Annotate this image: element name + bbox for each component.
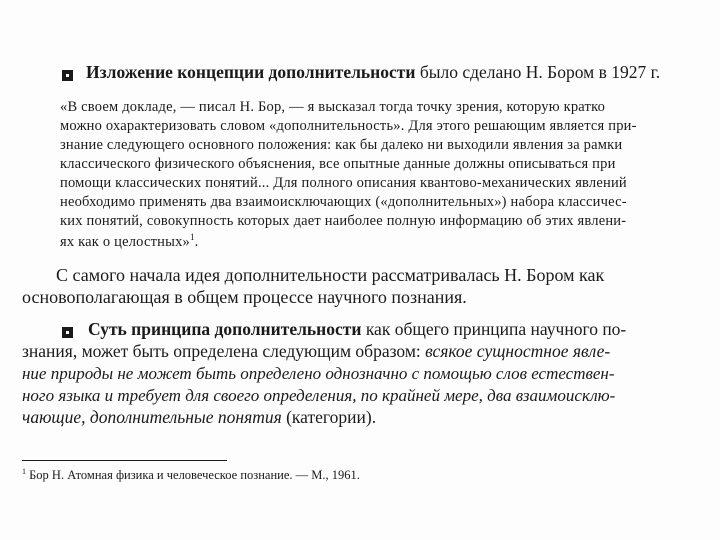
footnote [22,468,360,482]
section1-heading-rest: было сделано Н. Бором в 1927 г. [415,62,661,82]
footnote-mark: 1 [22,467,26,476]
section3-line5 [22,409,376,427]
section1-heading-bold: Изложение концепции дополнительности [86,62,416,82]
footnote-ref: 1 [189,232,195,242]
quote-line: можно охарактеризовать словом «дополнительность». Для этого решающим является при- [60,118,637,134]
quote-line: помощи классических понятий... Для полного описания квантово-механических явлений [60,175,627,191]
section3-line5-plain: (категории). [281,407,377,427]
quote-end: . [194,233,199,250]
quote-line-last [60,233,199,249]
footnote-divider [22,460,227,461]
footnote-text: Бор Н. Атомная физика и человеческое познание. — М., 1961. [26,468,360,483]
quote-line: ких понятий, совокупность которых дает наиболее полную информацию об этих явлени- [60,213,627,229]
quote-line: «В своем докладе, — писал Н. Бор, — я высказал тогда точку зрения, которую кратко [60,99,606,115]
section2-line: С самого начала идея дополнительности рассматривалась Н. Бором как [56,265,605,285]
section3-bold: Суть принципа дополнительности [88,319,362,339]
square-bullet-icon [62,327,73,338]
quote-line: знание следующего основного положения: как бы далеко ни выходили явления за рамки [60,137,623,153]
section2-line: основополагающая в общем процессе научного познания. [22,287,467,307]
section3-line5-ital: чающие, дополнительные понятия [22,407,282,427]
section3-line1-rest: как общего принципа научного по- [361,319,627,339]
quote-line-text: ях как о целостных» [60,233,190,250]
quote-line: классического физического объяснения, все опытные данные должны описываться при [60,156,616,172]
section3-line4: ного языка и требует для своего определения, по крайней мере, два взаимоисклю- [22,386,616,405]
section3-line2-plain: знания, может быть определена следующим образом: [22,341,426,361]
section1-heading [86,64,660,82]
section3-line1 [88,321,626,339]
section3-line2-ital: всякое сущностное явле- [425,341,611,361]
square-bullet-icon [62,70,73,81]
quote-line: необходимо применять два взаимоисключающих («дополнительных») набора классичес- [60,194,627,210]
section3-line3: ние природы не может быть определено однозначно с помощью слов естествен- [22,364,615,383]
section3-line2 [22,343,610,361]
